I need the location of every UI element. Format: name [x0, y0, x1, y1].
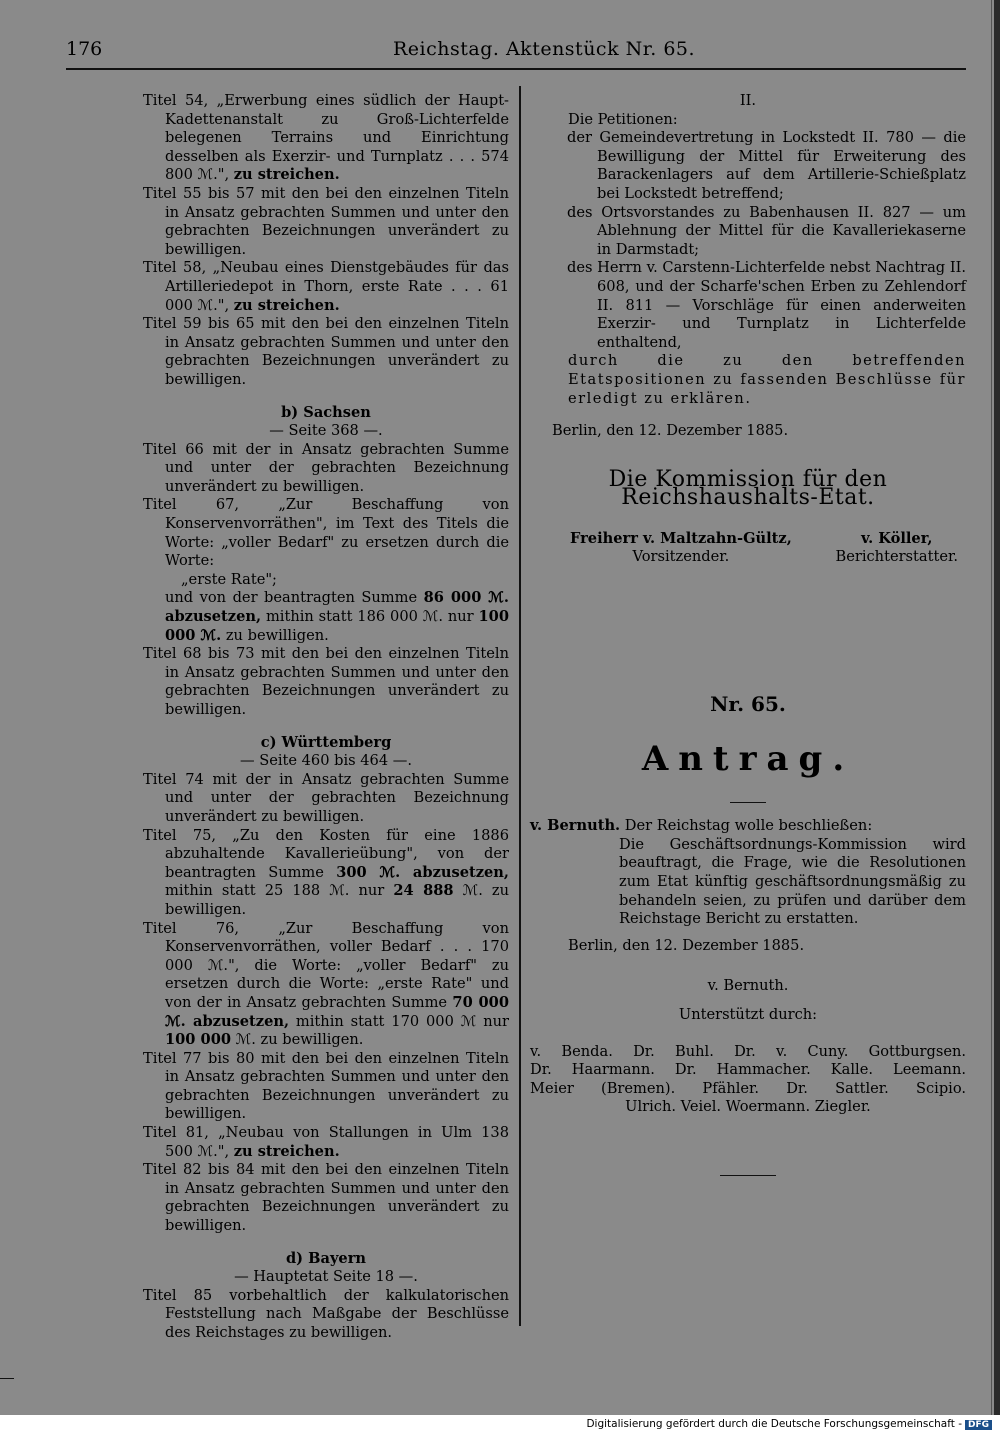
section-heading-ii: II. — [739, 92, 757, 109]
section-page-wuerttemberg: — Seite 460 bis 464 —. — [239, 752, 413, 770]
paragraph-titel-75: Titel 75, „Zu den Kosten für eine 1886 abzuhaltende Kavallerieübung", von der beantragten Summe 300 ℳ. abzusetzen, mithin statt 25 188 ℳ. nur 24 888 ℳ. zu bewilligen. — [143, 826, 509, 918]
petitions-intro: Die Petitionen: — [568, 110, 678, 128]
section-page-bayern: — Hauptetat Seite 18 —. — [234, 1268, 418, 1286]
supporters-line-2: Dr. Haarmann. Dr. Hammacher. Kalle. Leemann. — [530, 1061, 966, 1079]
scan-edge — [994, 0, 1000, 1415]
paragraph-titel-55-57: Titel 55 bis 57 mit den bei den einzelnen Titeln in Ansatz gebrachten Summen und unter den gebrachten Bezeichnungen unverändert zu bewilligen. — [143, 184, 509, 258]
date-line-1: Berlin, den 12. Dezember 1885. — [552, 422, 789, 440]
section-heading-sachsen: b) Sachsen — [281, 403, 371, 421]
digitization-credit — [586, 1418, 992, 1430]
running-header: Reichstag. Aktenstück Nr. 65. — [393, 38, 696, 60]
paragraph-titel-74: Titel 74 mit der in Ansatz gebrachten Summe und unter der gebrachten Bezeichnung unverändert zu bewilligen. — [143, 770, 509, 825]
section-heading-wuerttemberg: c) Württemberg — [260, 733, 392, 751]
end-rule — [720, 1175, 776, 1176]
signature-chair-name: Freiherr v. Maltzahn-Gültz, — [570, 529, 792, 547]
scan-edge-line — [991, 0, 992, 1415]
motion-signer: v. Bernuth. — [707, 977, 789, 995]
paragraph-titel-54: Titel 54, „Erwerbung eines südlich der Haupt-Kadettenanstalt zu Groß-Lichterfelde belegenen Terrains und Einrichtung desselben als Exerzir- und Turnplatz . . . 574 800 ℳ.", zu streichen. — [143, 92, 509, 184]
paragraph-titel-76: Titel 76, „Zur Beschaffung von Konservenvorräthen, voller Bedarf . . . 170 000 ℳ.", die Worte: „voller Bedarf" zu ersetzen durch die Worte: „erste Rate" und von der in Ansatz gebrachten Summe 70 000 ℳ. abzusetzen, mithin statt 170 000 ℳ nur 100 000 ℳ. zu bewilligen. — [143, 919, 509, 1049]
header-rule — [66, 68, 966, 70]
motion-text: Die Geschäftsordnungs-Kommission wird beauftragt, die Frage, wie die Resolutionen zum Etat künftig geschäftsordnungsmäßig zu behandeln seien, zu prüfen und darüber dem Reichstage Bericht zu erstatten. — [619, 835, 966, 928]
page-number: 176 — [66, 38, 103, 60]
paragraph-titel-58: Titel 58, „Neubau eines Dienstgebäudes für das Artilleriedepot in Thorn, erste Rate . . . 61 000 ℳ.", zu streichen. — [143, 259, 509, 314]
supporters-line-3: Meier (Bremen). Pfähler. Dr. Sattler. Scipio. — [530, 1079, 966, 1097]
motion-intro: v. Bernuth. Der Reichstag wolle beschließen: — [530, 817, 873, 835]
margin-mark — [0, 1378, 14, 1379]
date-line-2: Berlin, den 12. Dezember 1885. — [568, 936, 805, 954]
commission-title: Die Kommission für den Reichshaushalts-Etat. — [608, 466, 888, 511]
petition-carstenn: des Herrn v. Carstenn-Lichterfelde nebst Nachtrag II. 608, und der Scharfe'schen Erben zu Zehlendorf II. 811 — Vorschläge für einen anderweiten Exerzir- und Turnplatz in Lichterfelde enthaltend, — [567, 259, 966, 351]
paragraph-titel-82-84: Titel 82 bis 84 mit den bei den einzelnen Titeln in Ansatz gebrachten Summen und unter den gebrachten Bezeichnungen unverändert zu bewilligen. — [143, 1161, 509, 1235]
paragraph-titel-67: Titel 67, „Zur Beschaffung von Konservenvorräthen", im Text des Titels die Worte: „voller Bedarf" zu ersetzen durch die Worte: — [143, 496, 509, 570]
signature-chair-role: Vorsitzender. — [632, 548, 730, 566]
paragraph-titel-77-80: Titel 77 bis 80 mit den bei den einzelnen Titeln in Ansatz gebrachten Summen und unter den gebrachten Bezeichnungen unverändert zu bewilligen. — [143, 1049, 509, 1123]
paragraph-titel-66: Titel 66 mit der in Ansatz gebrachten Summe und unter der gebrachten Bezeichnung unverändert zu bewilligen. — [143, 440, 509, 495]
petition-babenhausen: des Ortsvorstandes zu Babenhausen II. 827 — um Ablehnung der Mittel für die Kavalleriekaserne in Darmstadt; — [567, 203, 966, 258]
column-divider — [519, 86, 521, 1326]
paragraph-titel-81: Titel 81, „Neubau von Stallungen in Ulm 138 500 ℳ.", zu streichen. — [143, 1124, 509, 1160]
paragraph-titel-67-cont: und von der beantragten Summe 86 000 ℳ. abzusetzen, mithin statt 186 000 ℳ. nur 100 000 ℳ. zu bewilligen. — [165, 589, 509, 644]
paragraph-titel-67-quote: „erste Rate"; — [181, 570, 277, 588]
left-column — [143, 92, 509, 1343]
paragraph-titel-85: Titel 85 vorbehaltlich der kalkulatorischen Feststellung nach Maßgabe der Beschlüsse des Reichstages zu bewilligen. — [143, 1286, 509, 1341]
section-heading-bayern: d) Bayern — [285, 1249, 367, 1267]
section-page-sachsen: — Seite 368 —. — [269, 422, 383, 440]
document-type-heading: Antrag. — [641, 738, 855, 779]
supporters-line-4: Ulrich. Veiel. Woermann. Ziegler. — [625, 1098, 871, 1116]
signature-rapporteur — [836, 530, 959, 567]
document-number: Nr. 65. — [710, 692, 786, 717]
digitization-credit-text: Digitalisierung gefördert durch die Deutsche Forschungsgemeinschaft - — [586, 1418, 962, 1430]
petition-lockstedt: der Gemeindevertretung in Lockstedt II. 780 — die Bewilligung der Mittel für Erweiterung des Barackenlagers auf dem Artillerie-Schießplatz bei Lockstedt betreffend; — [567, 129, 966, 202]
short-rule — [730, 802, 766, 803]
paragraph-titel-59-65: Titel 59 bis 65 mit den bei den einzelnen Titeln in Ansatz gebrachten Summen und unter den gebrachten Bezeichnungen unverändert zu bewilligen. — [143, 315, 509, 388]
signature-row — [530, 530, 966, 567]
right-column — [530, 92, 966, 1176]
supported-by-label: Unterstützt durch: — [678, 1006, 818, 1023]
paragraph-titel-68-73: Titel 68 bis 73 mit den bei den einzelnen Titeln in Ansatz gebrachten Summen und unter den gebrachten Bezeichnungen unverändert zu bewilligen. — [143, 645, 509, 718]
signature-rapporteur-name: v. Köller, — [861, 529, 933, 547]
supporters-line-1: v. Benda. Dr. Buhl. Dr. v. Cuny. Gottburgsen. — [530, 1042, 966, 1060]
supporters-list — [530, 1043, 966, 1117]
petitions-conclusion: durch die zu den betreffenden Etatspositionen zu fassenden Beschlüsse für erledigt zu erklären. — [568, 352, 966, 407]
signature-rapporteur-role: Berichterstatter. — [835, 548, 958, 566]
dfg-logo: DFG — [965, 1420, 992, 1430]
signature-chair — [570, 530, 792, 567]
